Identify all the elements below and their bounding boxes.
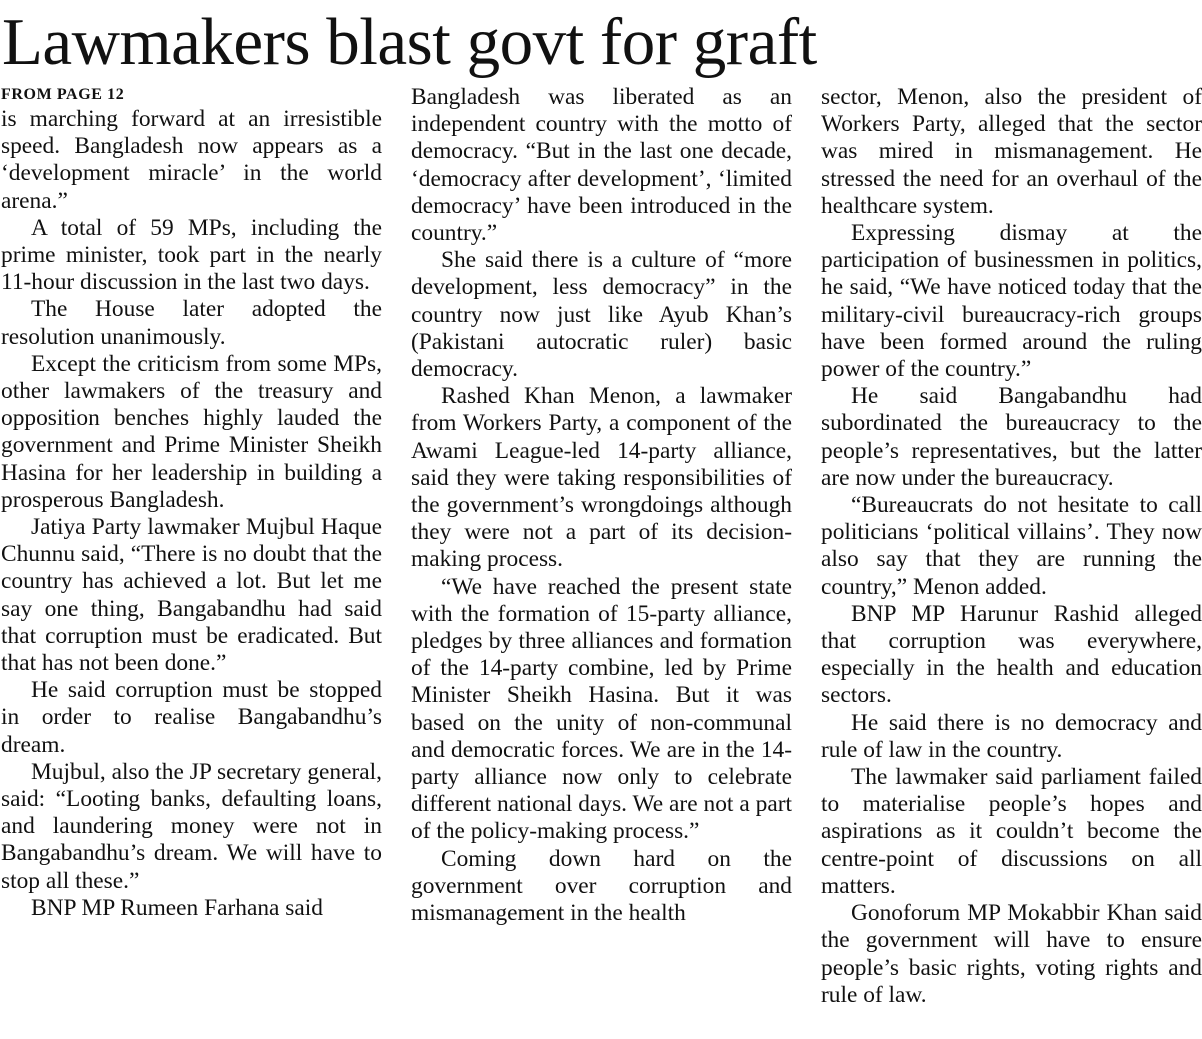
article-column-1 xyxy=(1,84,382,1039)
paragraph: Gonoforum MP Mokabbir Khan said the government will have to ensure people’s basic rights, voting rights and rule of law. xyxy=(821,900,1202,1008)
paragraph: “We have reached the present state with the formation of 15-party alliance, pledges by three alliances and formation of the 14-party combine, led by Prime Minister Sheikh Hasina. But it was based on the unity of non-communal and democratic forces. We are in the 14-party alliance now only to celebrate different national days. We are not a part of the policy-making process.” xyxy=(411,573,792,845)
paragraph: He said Bangabandhu had subordinated the bureaucracy to the people’s representatives, but the latter are now under the bureaucracy. xyxy=(821,383,1202,491)
jump-line: FROM PAGE 12 xyxy=(1,86,125,103)
paragraph: sector, Menon, also the president of Workers Party, alleged that the sector was mired in mismanagement. He stressed the need for an overhaul of the healthcare system. xyxy=(821,84,1202,219)
paragraph: Expressing dismay at the participation of businessmen in politics, he said, “We have noticed today that the military-civil bureaucracy-rich groups have been formed around the ruling power of the country.” xyxy=(821,220,1202,383)
paragraph: Rashed Khan Menon, a lawmaker from Workers Party, a component of the Awami League-led 14-party alliance, said they were taking responsibilities of the government’s wrongdoings although they were not a part of its decision-making process. xyxy=(411,383,792,573)
paragraph: The House later adopted the resolution unanimously. xyxy=(1,296,382,350)
paragraph: BNP MP Rumeen Farhana said xyxy=(31,894,323,921)
paragraph: BNP MP Harunur Rashid alleged that corruption was everywhere, especially in the health and education sectors. xyxy=(821,600,1202,709)
headline: Lawmakers blast govt for graft xyxy=(2,5,817,79)
paragraph: Jatiya Party lawmaker Mujbul Haque Chunnu said, “There is no doubt that the country has achieved a lot. But let me say one thing, Bangabandhu had said that corruption must be eradicated. But that has not been done.” xyxy=(1,514,382,677)
paragraph: Bangladesh was liberated as an independent country with the motto of democracy. “But in the last one decade, ‘democracy after development’, ‘limited democracy’ have been introduced in the country.” xyxy=(411,84,792,247)
paragraph: Except the criticism from some MPs, other lawmakers of the treasury and opposition benches highly lauded the government and Prime Minister Sheikh Hasina for her leadership in building a prosperous Bangladesh. xyxy=(1,350,382,513)
article-column-3 xyxy=(821,84,1202,1039)
paragraph: Coming down hard on the government over corruption and mismanagement in the health xyxy=(411,845,792,927)
article-column-2 xyxy=(411,84,792,1039)
paragraph: “Bureaucrats do not hesitate to call politicians ‘political villains’. They now also say that they are running the country,” Menon added. xyxy=(821,492,1202,600)
paragraph: is marching forward at an irresistible speed. Bangladesh now appears as a ‘development miracle’ in the world arena.” xyxy=(1,106,382,214)
paragraph: She said there is a culture of “more development, less democracy” in the country now just like Ayub Khan’s (Pakistani autocratic ruler) basic democracy. xyxy=(411,247,792,383)
paragraph: He said there is no democracy and rule of law in the country. xyxy=(821,709,1202,763)
paragraph: A total of 59 MPs, including the prime minister, took part in the nearly 11-hour discussion in the last two days. xyxy=(1,214,382,296)
paragraph: Mujbul, also the JP secretary general, said: “Looting banks, defaulting loans, and laundering money were not in Bangabandhu’s dream. We will have to stop all these.” xyxy=(1,758,382,894)
paragraph: The lawmaker said parliament failed to materialise people’s hopes and aspirations as it couldn’t become the centre-point of discussions on all matters. xyxy=(821,764,1202,899)
paragraph: He said corruption must be stopped in order to realise Bangabandhu’s dream. xyxy=(1,677,382,758)
